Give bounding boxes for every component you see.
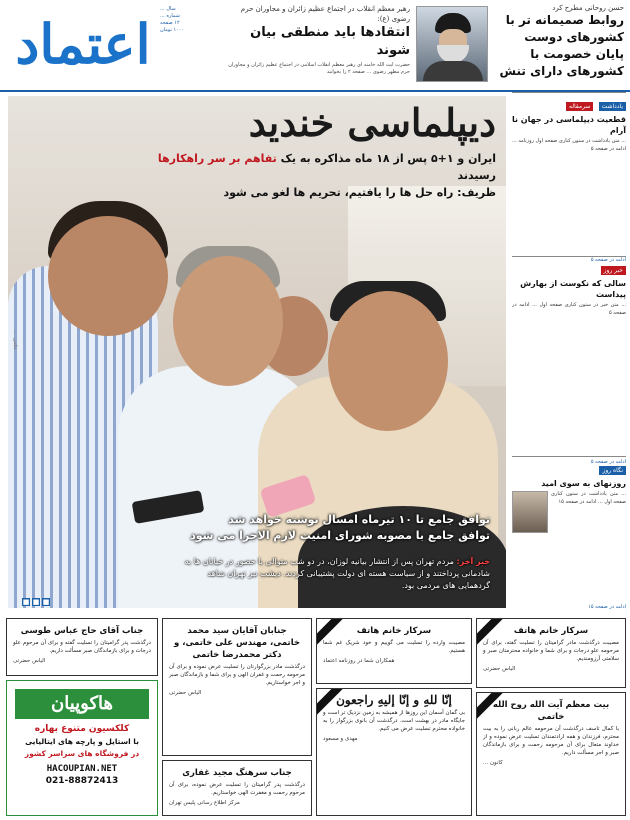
logo-text: اعتماد <box>15 12 151 76</box>
person-left-head <box>48 216 168 336</box>
ad-signature: همکاران شما در روزنامه اعتماد <box>323 658 395 664</box>
deck-line-2: ظریف: راه حل ها را یافتیم، تحریم ها لغو می شود <box>223 186 496 199</box>
square-icon: ■ <box>32 598 40 606</box>
issue-line: سال ... <box>160 6 176 12</box>
ad-line: کلکسیون متنوع بهاره <box>34 724 130 734</box>
ad-signature: کانون ... <box>483 760 503 766</box>
condolence-ad-khatami[interactable] <box>162 618 312 756</box>
hakopian-ad[interactable] <box>6 680 158 816</box>
ad-title: جناب آقای حاج عباس طوسی <box>20 626 144 636</box>
overlay-title-line: توافق جامع تا ۱۰ تیرماه امسال نوشته خواهد شد <box>228 513 490 526</box>
leader-photo <box>416 6 488 82</box>
ad-body: درگذشت پدر گرامیتان را تسلیت عرض نموده، برای آن مرحوم رحمت و مغفرت الهی خواستاریم. <box>169 782 305 796</box>
column-body: ... متن یادداشت در ستون کناری صفحه اول ... ادامه در صفحه ۱۵ <box>551 491 626 505</box>
masthead <box>0 0 630 92</box>
ad-url[interactable]: HACOUPIAN.NET <box>46 764 118 774</box>
column-news[interactable] <box>512 256 626 465</box>
right-column <box>512 92 626 614</box>
lead-story[interactable] <box>225 4 410 76</box>
ad-signature: الیاس حضرتی <box>169 690 202 696</box>
issue-line: شماره ... <box>160 13 180 19</box>
ad-body: بی گمان آسمان این روزها از همیشه به زمین نزدیک تر است و جایگاه مادر در بهشت است. درگذشت آن بانوی بزرگوار را به خانواده محترم تسلیت عرض می کنیم. <box>323 710 465 732</box>
column-body: ... متن خبر در ستون کناری صفحه اول ... ادامه در صفحه ۵ <box>512 302 626 316</box>
column-title[interactable]: قطعیت دیپلماسی در جهان نا آرام <box>512 115 626 135</box>
ad-body: مصیبت وارده را تسلیت می گوییم و خود شریک غم شما هستیم. <box>323 640 465 654</box>
ad-body: درگذشت مادر بزرگوارتان را تسلیت عرض نموده و برای آن مرحومه رحمت و غفران الهی و برای شما و بازماندگان صبر و اجر خواستاریم. <box>169 664 305 686</box>
condolence-ad-hatef-1[interactable] <box>316 618 472 684</box>
lead-title[interactable]: انتقادها باید منطقی بیان شوند <box>250 25 410 58</box>
overlay-body <box>180 556 490 592</box>
condolence-ad-hatef-2[interactable] <box>476 618 626 688</box>
ad-line: در فروشگاه های سراسر کشور <box>24 749 140 758</box>
column-tag: نگاه روز <box>599 466 626 475</box>
issue-info <box>160 6 220 34</box>
column-tag: خبر روز <box>601 266 626 275</box>
condolence-ad-verse[interactable] <box>316 688 472 816</box>
main-deck <box>150 150 496 201</box>
person-center-head <box>173 256 283 386</box>
overlay-title-line: توافق جامع با مصوبه شورای امنیت لازم الاجرا می شود <box>190 529 490 542</box>
ad-signature: الیاس حضرتی <box>483 666 516 672</box>
photo-credit: عکس: ... <box>12 330 18 351</box>
column-body: ... متن یادداشت در ستون کناری صفحه اول روزنامه ... ادامه در صفحه ۵ <box>512 138 626 152</box>
lead-body: حضرت آیت الله خامنه ای رهبر معظم انقلاب اسلامی در اجتماع عظیم زائران و مجاوران حرم مطهر رضوی ... صفحه ۲ را بخوانید <box>228 62 410 75</box>
ad-title: سرکار خانم هاتف <box>513 626 589 636</box>
robe-shape <box>423 61 483 82</box>
ad-body: مصیبت درگذشت مادر گرامیتان را تسلیت گفته، برای آن مرحومه علو درجات و برای شما و خانواده محترمتان صبر و سلامتی آرزومندیم. <box>483 640 619 662</box>
lead-kicker: رهبر معظم انقلاب در اجتماع عظیم زائران و مجاوران حرم رضوی (ع): <box>240 5 410 23</box>
column-title[interactable]: سالی که نکوست از بهارش پیداست <box>520 279 626 299</box>
deck-line-1 <box>150 150 496 184</box>
page-reference-icons <box>10 598 50 608</box>
ad-phone: 021-88872413 <box>45 776 119 786</box>
column-title[interactable]: روزنهای به سوی امید <box>541 479 626 488</box>
deck-text: رسیدند <box>457 169 496 182</box>
person-right-head <box>328 291 448 431</box>
ad-line: با استایل و پارچه های ایتالیایی <box>25 737 139 746</box>
deck-highlight: تفاهم بر سر راهکارها <box>157 152 277 165</box>
condolence-ad-bayt[interactable] <box>476 692 626 816</box>
square-icon: ■ <box>22 598 30 606</box>
ad-signature: الیاس حضرتی <box>13 658 46 664</box>
square-icon: ■ <box>42 598 50 606</box>
quran-verse: إنّا للهِ و إنّا إلیهِ راجعون <box>336 693 452 707</box>
ad-body: با کمال تاسف درگذشت آن مرحومه عالم ربانی را به بیت محترم، فرزندان و همه ارادتمندان تسلیت عرض نموده و از خداوند متعال برای آن مرحومه رحمت و برای بازماندگان صبر و اجر مسألت داریم. <box>483 726 619 756</box>
main-headline[interactable]: دیپلماسی خندید <box>248 100 496 145</box>
condolence-ad-ghaffari[interactable] <box>162 760 312 816</box>
side-kicker: حسن روحانی مطرح کرد <box>552 4 624 12</box>
column-continuation[interactable]: ادامه در صفحه ۱۵ <box>588 604 626 610</box>
overlay-kicker: خبر آخر: <box>456 557 490 566</box>
ad-signature: مهدی و مسعود <box>323 736 358 742</box>
side-story[interactable] <box>494 4 624 80</box>
newspaper-logo[interactable] <box>8 4 158 84</box>
column-tag: یادداشت <box>599 102 626 111</box>
ad-signature: مرکز اطلاع رسانی پلیس تهران <box>169 800 240 806</box>
issue-line: ۱۲ صفحه <box>160 20 180 26</box>
column-tag-secondary: سرمقاله <box>566 102 593 111</box>
column-editorial[interactable] <box>512 92 626 263</box>
hakopian-logo: هاکوپیان <box>15 689 149 719</box>
side-title[interactable]: روابط صمیمانه تر با کشورهای دوست پایان خصومت با کشورهای دارای تنش <box>499 13 624 78</box>
column-continuation[interactable]: ادامه در صفحه ۵ <box>590 459 626 465</box>
ad-title: جناب سرهنگ مجید غفاری <box>182 768 292 778</box>
deck-text: ایران و ۱+۵ پس از ۱۸ ماه مذاکره به یک <box>276 152 496 165</box>
issue-line: ۱۰۰۰ تومان <box>160 27 185 33</box>
overlay-text: مردم تهران پس از انتشار بیانیه لوزان، در دو شب متوالی با حضور در خیابان ها به شادمانی پرداختند و از سیاست هسته ای دولت پشتیبانی کردند. دیشب نیز تهران شاهد گردهمایی های مردمی بود. <box>184 557 490 590</box>
condolence-ad-tousi[interactable] <box>6 618 158 676</box>
ad-body: درگذشت پدر گرامیتان را تسلیت گفته و برای آن مرحوم علو درجات و برای بازماندگان صبر مسألت داریم. <box>13 640 151 654</box>
ad-title: سرکار خانم هاتف <box>356 626 432 636</box>
overlay-title[interactable] <box>190 512 490 544</box>
column-continuation[interactable]: ادامه در صفحه ۵ <box>590 257 626 263</box>
column-view[interactable] <box>512 456 626 612</box>
ad-title: جنابان آقایان سید محمد خاتمی، مهندس علی خاتمی، و دکتر محمدرضا خاتمی <box>173 626 301 660</box>
ad-title: بیت معظم آیت الله روح الله خاتمی <box>492 700 610 722</box>
author-photo <box>512 491 548 533</box>
